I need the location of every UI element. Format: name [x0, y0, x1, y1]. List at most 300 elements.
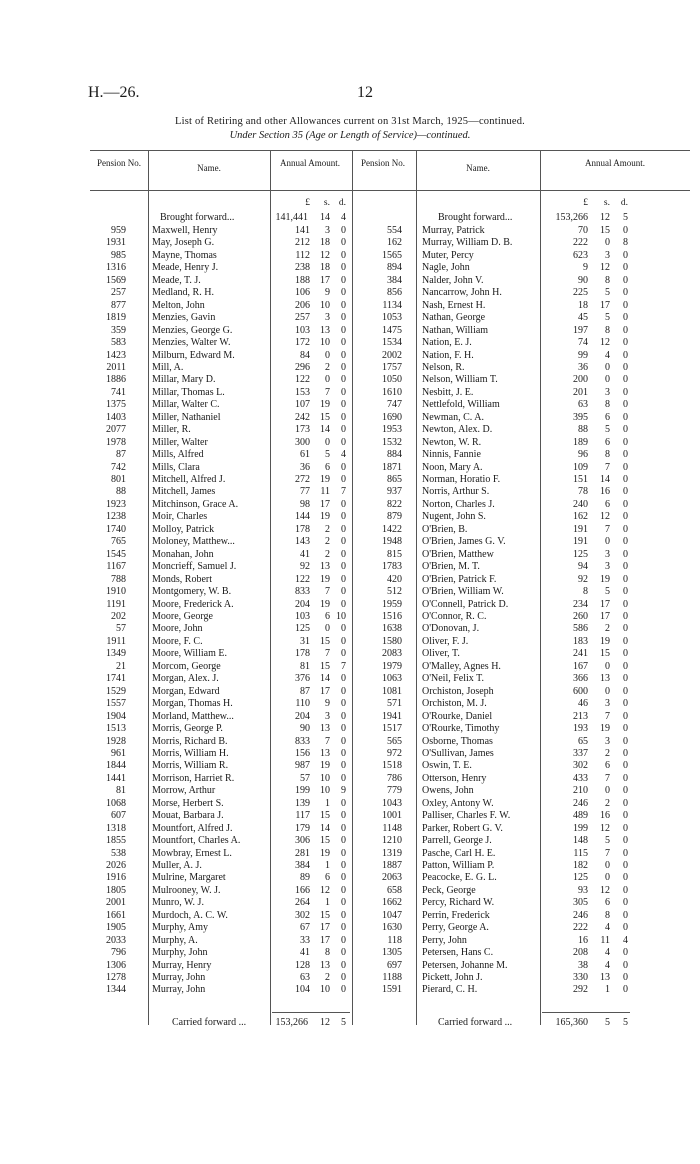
table-row	[352, 971, 632, 984]
pensioner-name: Murray, William D. B.	[422, 237, 513, 249]
pounds-value: 257	[295, 312, 310, 324]
pensioner-name: Pierard, C. H.	[422, 984, 478, 996]
pounds-value: 9	[583, 262, 588, 274]
pensioner-name: Medland, R. H.	[152, 287, 214, 299]
pounds-value: 241	[573, 648, 588, 660]
pence-value: 0	[623, 474, 628, 485]
pence-value: 0	[623, 635, 628, 647]
pounds-value: 204	[295, 710, 310, 722]
pension-number: 697	[387, 959, 402, 971]
table-row	[352, 697, 632, 710]
pounds-value: 128	[295, 959, 310, 971]
table-row	[352, 884, 632, 897]
pounds-value: 90	[300, 723, 310, 734]
shillings-value: 13	[320, 747, 330, 759]
pence-value: 0	[623, 847, 628, 859]
shillings-value: 15	[600, 648, 610, 660]
table-row	[352, 959, 632, 972]
table-row	[90, 598, 350, 611]
shillings-value: 5	[605, 287, 610, 299]
table-row	[90, 585, 350, 598]
pence-value: 0	[623, 723, 628, 734]
shillings-value: 19	[320, 399, 330, 411]
pounds-value: 77	[300, 486, 310, 498]
shillings-value: 17	[320, 685, 330, 697]
shillings-value: 15	[320, 635, 330, 647]
pounds-value: 213	[573, 710, 588, 722]
pension-number: 1819	[106, 312, 126, 324]
table-row	[352, 286, 632, 299]
pounds-value: 156	[295, 747, 310, 759]
pence-value: 0	[341, 225, 346, 236]
pensioner-name: Miller, Nathaniel	[152, 411, 221, 423]
pence-value: 0	[341, 735, 346, 747]
pounds-value: 33	[300, 934, 310, 946]
pensioner-name: Morrison, Harriet R.	[152, 772, 235, 784]
pensioner-name: Mitchinson, Grace A.	[152, 498, 239, 510]
pence-value: 0	[341, 884, 346, 896]
left-shillings-label: s.	[323, 198, 330, 208]
pounds-value: 45	[578, 312, 588, 324]
pence-value: 0	[341, 436, 346, 448]
pounds-value: 106	[295, 287, 310, 299]
pence-value: 0	[623, 972, 628, 983]
pensioner-name: Moir, Charles	[152, 511, 208, 523]
pension-number: 879	[387, 511, 402, 523]
shillings-value: 8	[605, 324, 610, 336]
shillings-value: 3	[605, 548, 610, 560]
pensioner-name: Morris, George P.	[152, 723, 223, 734]
table-row	[352, 373, 632, 386]
pensioner-name: Nelson, R.	[422, 361, 465, 373]
left-carried-forward-row	[148, 1016, 428, 1029]
shillings-value: 13	[320, 324, 330, 336]
pence-value: 0	[341, 548, 346, 560]
table-row	[352, 647, 632, 660]
pension-number: 972	[387, 747, 402, 759]
pensioner-name: Nugent, John S.	[422, 511, 486, 523]
pence-value: 0	[341, 909, 346, 921]
pensioner-name: Menzies, Walter W.	[152, 337, 231, 349]
pensioner-name: Mills, Clara	[152, 461, 200, 473]
pence-value: 0	[623, 772, 628, 784]
shillings-value: 8	[605, 399, 610, 411]
pence-value: 0	[341, 374, 346, 386]
pensioner-name: Nancarrow, John H.	[422, 287, 502, 299]
pence-value: 0	[341, 274, 346, 286]
table-row	[90, 535, 350, 548]
pension-number: 1441	[106, 772, 126, 784]
pence-value: 0	[341, 262, 346, 274]
shillings-value: 6	[605, 760, 610, 772]
pension-number: 1630	[382, 922, 402, 934]
table-row	[352, 361, 632, 374]
pension-number: 1910	[106, 586, 126, 597]
pounds-value: 296	[295, 361, 310, 373]
left-total-rule	[272, 1012, 350, 1013]
shillings-value: 0	[605, 859, 610, 871]
pence-value: 0	[623, 436, 628, 448]
pensioner-name: Newton, Alex. D.	[422, 424, 493, 436]
table-row	[90, 747, 350, 760]
pounds-value: 204	[295, 598, 310, 610]
shillings-value: 12	[320, 1017, 330, 1028]
right-name-header: Name.	[466, 163, 490, 173]
pension-number: 384	[387, 274, 402, 286]
table-row	[90, 710, 350, 723]
table-row	[352, 809, 632, 822]
pensioner-name: Menzies, Gavin	[152, 312, 216, 324]
pensioner-name: O'Brien, Matthew	[422, 548, 494, 560]
shillings-value: 2	[325, 361, 330, 373]
pence-value: 9	[341, 785, 346, 797]
pensioner-name: Morcom, George	[152, 660, 221, 672]
pension-number: 1191	[106, 598, 126, 610]
pence-value: 0	[623, 449, 628, 461]
table-row	[90, 983, 350, 996]
pence-value: 0	[341, 249, 346, 261]
pensioner-name: Oxley, Antony W.	[422, 797, 494, 809]
table-row	[352, 672, 632, 685]
pension-number: 1871	[382, 461, 402, 473]
pensioner-name: Mowbray, Ernest L.	[152, 847, 232, 859]
shillings-value: 1	[605, 984, 610, 996]
pounds-value: 306	[295, 835, 310, 846]
table-row	[90, 523, 350, 536]
pounds-value: 65	[578, 735, 588, 747]
right-total-rule	[542, 1012, 630, 1013]
table-row	[90, 311, 350, 324]
shillings-value: 5	[605, 835, 610, 846]
pensioner-name: Nathan, George	[422, 312, 486, 324]
pence-value: 0	[341, 772, 346, 784]
shillings-value: 15	[320, 835, 330, 846]
pence-value: 0	[623, 262, 628, 274]
brought-forward-label: Brought forward...	[160, 212, 235, 223]
pension-number: 2011	[106, 361, 126, 373]
pensioner-name: Monahan, John	[152, 548, 214, 560]
pensioner-name: Parker, Robert G. V.	[422, 822, 503, 834]
pounds-value: 104	[295, 984, 310, 996]
pension-number: 1953	[382, 424, 402, 436]
pensioner-name: Peacocke, E. G. L.	[422, 872, 497, 884]
shillings-value: 0	[605, 237, 610, 249]
right-amount-header: Annual Amount.	[585, 158, 645, 168]
pension-number: 1053	[382, 312, 402, 324]
shillings-value: 19	[320, 511, 330, 523]
left-brought-forward-row	[148, 211, 428, 224]
pounds-value: 125	[573, 548, 588, 560]
pounds-value: 246	[573, 909, 588, 921]
pension-number: 607	[111, 810, 126, 822]
pence-value: 0	[341, 411, 346, 423]
pence-value: 0	[623, 797, 628, 809]
pensioner-name: Mitchell, Alfred J.	[152, 474, 226, 485]
pence-value: 0	[623, 287, 628, 299]
pounds-value: 179	[295, 822, 310, 834]
shillings-value: 5	[325, 449, 330, 461]
pensioner-name: Nathan, William	[422, 324, 489, 336]
pension-number: 1318	[106, 822, 126, 834]
pensioner-name: Patton, William P.	[422, 859, 495, 871]
pounds-value: 8	[583, 586, 588, 597]
pensioner-name: Petersen, Hans C.	[422, 947, 494, 959]
table-row	[90, 871, 350, 884]
table-row	[90, 498, 350, 511]
pensioner-name: Mill, A.	[152, 361, 184, 373]
pence-value: 0	[623, 374, 628, 386]
table-row	[90, 361, 350, 374]
shillings-value: 12	[600, 884, 610, 896]
pounds-value: 222	[573, 237, 588, 249]
pence-value: 0	[623, 573, 628, 585]
table-row	[352, 797, 632, 810]
pounds-value: 70	[578, 225, 588, 236]
pounds-value: 330	[573, 972, 588, 983]
table-row	[352, 871, 632, 884]
pence-value: 0	[623, 959, 628, 971]
pounds-value: 89	[300, 872, 310, 884]
pensioner-name: Montgomery, W. B.	[152, 586, 232, 597]
pensioner-name: Newman, C. A.	[422, 411, 484, 423]
pounds-value: 191	[573, 536, 588, 548]
table-row	[352, 299, 632, 312]
pension-number: 1047	[382, 909, 402, 921]
pensioner-name: Mountfort, Alfred J.	[152, 822, 233, 834]
pounds-value: 125	[573, 872, 588, 884]
pounds-value: 210	[573, 785, 588, 797]
pence-value: 0	[623, 498, 628, 510]
pence-value: 0	[623, 648, 628, 660]
pence-value: 0	[623, 598, 628, 610]
pence-value: 0	[341, 698, 346, 710]
table-row	[90, 934, 350, 947]
pounds-value: 173	[295, 424, 310, 436]
shillings-value: 15	[600, 225, 610, 236]
pensioner-name: Milburn, Edward M.	[152, 349, 235, 361]
table-row	[352, 598, 632, 611]
table-row	[352, 336, 632, 349]
pence-value: 0	[341, 760, 346, 772]
pensioner-name: Mayne, Thomas	[152, 249, 217, 261]
table-row	[90, 336, 350, 349]
pensioner-name: Morris, Richard B.	[152, 735, 228, 747]
shillings-value: 0	[325, 374, 330, 386]
table-row	[352, 759, 632, 772]
table-row	[90, 398, 350, 411]
pension-number: 1757	[382, 361, 402, 373]
shillings-value: 16	[600, 810, 610, 822]
pounds-value: 302	[573, 760, 588, 772]
table-row	[352, 436, 632, 449]
pounds-value: 238	[295, 262, 310, 274]
pension-number: 1278	[106, 972, 126, 983]
table-row	[90, 436, 350, 449]
shillings-value: 6	[605, 436, 610, 448]
pence-value: 0	[341, 797, 346, 809]
table-row	[352, 498, 632, 511]
pence-value: 0	[341, 536, 346, 548]
table-row	[352, 573, 632, 586]
pension-number: 1167	[106, 561, 126, 573]
pounds-value: 167	[573, 660, 588, 672]
pensioner-name: Murphy, John	[152, 947, 208, 959]
table-row	[90, 324, 350, 337]
shillings-value: 10	[320, 984, 330, 996]
table-row	[90, 349, 350, 362]
table-row	[90, 573, 350, 586]
pence-value: 0	[623, 872, 628, 884]
pensioner-name: Osborne, Thomas	[422, 735, 493, 747]
table-row	[90, 896, 350, 909]
pence-value: 0	[341, 835, 346, 846]
table-row	[352, 324, 632, 337]
shillings-value: 17	[600, 598, 610, 610]
pension-number: 2077	[106, 424, 126, 436]
pounds-value: 165,360	[555, 1017, 588, 1028]
pence-value: 0	[341, 561, 346, 573]
pensioner-name: Nash, Ernest H.	[422, 299, 486, 311]
pounds-value: 78	[578, 486, 588, 498]
pension-number: 1188	[382, 972, 402, 983]
pounds-value: 74	[578, 337, 588, 349]
shillings-value: 4	[605, 349, 610, 361]
table-row	[90, 859, 350, 872]
pension-number: 87	[116, 449, 126, 461]
shillings-value: 8	[605, 449, 610, 461]
table-row	[352, 822, 632, 835]
pounds-value: 94	[578, 561, 588, 573]
shillings-value: 12	[600, 511, 610, 523]
pension-number: 1050	[382, 374, 402, 386]
pension-number: 1534	[382, 337, 402, 349]
pounds-value: 260	[573, 611, 588, 622]
pounds-value: 206	[295, 299, 310, 311]
pence-value: 0	[341, 897, 346, 909]
pensioner-name: Melton, John	[152, 299, 205, 311]
shillings-value: 2	[605, 797, 610, 809]
shillings-value: 0	[325, 623, 330, 635]
pounds-value: 63	[300, 972, 310, 983]
pensioner-name: Muter, Percy	[422, 249, 474, 261]
pensioner-name: Moore, Frederick A.	[152, 598, 234, 610]
pence-value: 0	[341, 312, 346, 324]
pence-value: 0	[623, 349, 628, 361]
pence-value: 0	[341, 523, 346, 535]
pence-value: 0	[341, 349, 346, 361]
pence-value: 0	[623, 810, 628, 822]
pension-number: 420	[387, 573, 402, 585]
pence-value: 0	[623, 486, 628, 498]
shillings-value: 12	[600, 337, 610, 349]
pension-number: 1591	[382, 984, 402, 996]
pension-number: 1518	[382, 760, 402, 772]
shillings-value: 19	[320, 598, 330, 610]
pounds-value: 103	[295, 611, 310, 622]
pensioner-name: Nesbitt, J. E.	[422, 386, 474, 398]
pension-number: 21	[116, 660, 126, 672]
shillings-value: 19	[320, 573, 330, 585]
pounds-value: 337	[573, 747, 588, 759]
pounds-value: 112	[295, 249, 310, 261]
pounds-value: 144	[295, 511, 310, 523]
table-row	[90, 510, 350, 523]
pounds-value: 833	[295, 586, 310, 597]
shillings-value: 1	[325, 859, 330, 871]
pension-number: 359	[111, 324, 126, 336]
pensioner-name: O'Brien, William W.	[422, 586, 504, 597]
pensioner-name: Percy, Richard W.	[422, 897, 495, 909]
pounds-value: 143	[295, 536, 310, 548]
shillings-value: 5	[605, 1017, 610, 1028]
pounds-value: 833	[295, 735, 310, 747]
carried-forward-label: Carried forward ...	[438, 1017, 513, 1028]
pounds-value: 41	[300, 548, 310, 560]
pensioner-name: Morse, Herbert S.	[152, 797, 224, 809]
pence-value: 0	[341, 872, 346, 884]
pence-value: 5	[341, 1017, 346, 1028]
pence-value: 0	[341, 972, 346, 983]
table-row	[90, 647, 350, 660]
table-row	[352, 386, 632, 399]
pensioner-name: Maxwell, Henry	[152, 225, 218, 236]
pension-number: 801	[111, 474, 126, 485]
pence-value: 0	[341, 922, 346, 934]
pension-number: 1319	[382, 847, 402, 859]
pounds-value: 201	[573, 386, 588, 398]
pounds-value: 234	[573, 598, 588, 610]
pounds-value: 84	[300, 349, 310, 361]
pensioner-name: O'Sullivan, James	[422, 747, 494, 759]
pensioner-name: Moore, John	[152, 623, 203, 635]
shillings-value: 11	[600, 934, 610, 946]
pence-value: 0	[341, 424, 346, 436]
table-row	[90, 473, 350, 486]
table-row	[90, 772, 350, 785]
shillings-value: 0	[605, 872, 610, 884]
shillings-value: 0	[325, 349, 330, 361]
table-row	[90, 697, 350, 710]
pence-value: 4	[341, 212, 346, 223]
pounds-value: 115	[573, 847, 588, 859]
pounds-value: 384	[295, 859, 310, 871]
pounds-value: 36	[300, 461, 310, 473]
pence-value: 0	[623, 337, 628, 349]
pence-value: 0	[341, 399, 346, 411]
pence-value: 0	[341, 461, 346, 473]
table-row	[352, 896, 632, 909]
header-top-rule	[90, 150, 690, 151]
pence-value: 0	[341, 747, 346, 759]
table-row	[90, 759, 350, 772]
shillings-value: 3	[325, 710, 330, 722]
pence-value: 0	[623, 411, 628, 423]
table-row	[352, 398, 632, 411]
pence-value: 7	[341, 660, 346, 672]
pensioner-name: O'Connor, R. C.	[422, 611, 487, 622]
pensioner-name: Nettlefold, William	[422, 399, 500, 411]
table-row	[352, 921, 632, 934]
pounds-value: 189	[573, 436, 588, 448]
pence-value: 0	[623, 523, 628, 535]
pension-number: 1043	[382, 797, 402, 809]
pensioner-name: Perry, John	[422, 934, 467, 946]
shillings-value: 19	[320, 847, 330, 859]
pensioner-name: Otterson, Henry	[422, 772, 487, 784]
pensioner-name: Oswin, T. E.	[422, 760, 472, 772]
pension-number: 1305	[382, 947, 402, 959]
shillings-value: 9	[325, 287, 330, 299]
